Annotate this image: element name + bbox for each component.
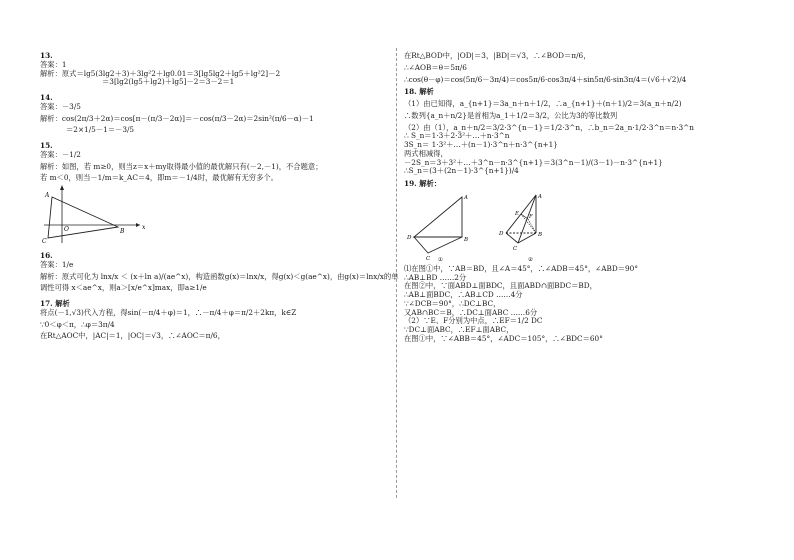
solution-line: 在Rt△BOD中，|OD|＝3，|BD|＝√3，∴∠BOD＝π/6， (404, 51, 591, 60)
figure2-label-e: E (515, 210, 520, 217)
solution-line: ⑴在图①中，∵AB＝BD，且∠A＝45°，∴∠ADB＝45°，∠ABD＝90° (404, 263, 638, 273)
solution-line: 解析：cos(2π/3＋2α)＝cos[π－(π/3－2α)]＝－cos(π/3－2α)＝2sin²(π/6－α)－1 (40, 113, 314, 123)
solution-line: 将点(－1,√3)代入方程，得sin(－π/4＋φ)＝1，∴－π/4＋φ＝π/2＋2kπ，k∈Z (40, 307, 297, 317)
question-number: 14. (40, 93, 53, 102)
answer: 答案：1/e (40, 259, 74, 269)
solution-line: ∴数列{a_n＋n/2}是首相为a_1＋1/2＝3/2，公比为3的等比数列 (404, 110, 618, 120)
figure1-label-b: B (464, 236, 469, 243)
solution-line: 两式相减得， (404, 148, 448, 158)
solution-line: （2）∵E、F分别为中点，∴EF＝1/2 DC (404, 316, 543, 326)
solution-line: 解析：原式可化为 lnx/x ＜ (x＋ln a)/(ae^x)，构造函数g(x)＝lnx/x，得g(x)＜g(ae^x)，由g(x)＝lnx/x的单 (40, 271, 399, 281)
solution-line: 在图①中，∵∠ABB＝45°，∠ADC＝105°，∴∠BDC＝60° (404, 333, 603, 343)
x-axis-label: x (142, 224, 146, 231)
point-label-a: A (45, 192, 50, 199)
solution-line: 在Rt△AOC中，|AC|＝1，|OC|＝√3，∴∠AOC＝π/6， (40, 331, 225, 341)
figure2-label-c: C (513, 245, 518, 252)
right-column (404, 52, 759, 348)
solution-line: 3S_n＝ 1·3²＋…＋(n－1)·3^n＋n·3^{n+1} (404, 140, 558, 149)
solution-line: ∴cos(θ－φ)＝cos(5π/6－3π/4)＝cos5π/6·cos3π/4＋sin5π/6·sin3π/4＝(√6＋√2)/4 (404, 74, 687, 84)
solution-line: 在图②中，∵面ABD⊥面BDC，且面ABD∩面BDC＝BD， (404, 281, 597, 291)
solution-line: ∴∠AOB＝θ＝5π/6 (404, 62, 467, 72)
q19-figure-1 (404, 191, 472, 263)
solution-line: （2）由（1），a_n＋n/2＝3/2·3^{n－1}＝1/2·3^n，∴b_n＝2a_n·1/2·3^n＝n·3^n (404, 122, 694, 132)
solution-line: 又AB∩BC＝B，∴DC⊥面ABC ……6分 (404, 307, 538, 317)
solution-line: 调性可得 x＜ae^x，则a＞[x/e^x]max，即a≥1/e (40, 283, 207, 293)
solution-line: 解析：如图，若 m≥0，则当z＝x＋my取得最小值的最优解只有(－2,－1)，不合题意； (40, 161, 323, 171)
solution-line: 解析：原式＝lg5(3lg2＋3)＋3lg²2＋lg0.01＝3[lg5lg2＋lg5＋lg²2]－2 (40, 68, 281, 78)
figure2-caption: ② (528, 256, 533, 263)
solution-line: 若 m＜0，则当－1/m＝k_AC＝4，即m＝－1/4时，最优解有无穷多个。 (40, 173, 278, 183)
figure2-label-d: D (499, 230, 504, 237)
point-label-b: B (120, 228, 125, 235)
question-number: 13. (40, 51, 53, 60)
q19-figure-2 (498, 191, 568, 263)
question-number: 19. 解析： (404, 179, 442, 188)
solution-line: －2S_n＝3＋3²＋…＋3^n－n·3^{n+1}＝3(3^n－1)/(3－1)－n·3^{n+1} (404, 157, 663, 167)
solution-line: （1）由已知得，a_{n+1}＝3a_n＋n＋1/2，∴a_{n+1}＋(n＋1)/2＝3(a_n＋n/2) (404, 99, 682, 108)
question-number: 16. (40, 251, 53, 260)
origin-label: O (64, 226, 69, 233)
answer: 答案：1 (40, 59, 67, 69)
solution-line: ∵0＜φ＜π，∴φ＝3π/4 (40, 319, 115, 329)
question-number: 18. 解析 (404, 87, 434, 97)
solution-line: ＝2×1/5－1＝－3/5 (66, 125, 135, 135)
question-15 (40, 142, 390, 245)
question-number: 15. (40, 141, 53, 150)
question-number: 17. 解析 (40, 299, 70, 308)
figure1-label-a: A (464, 194, 468, 201)
solution-line: ＝3[lg2(lg5＋lg2)＋lg5]－2＝3－2＝1 (102, 77, 235, 87)
figure1-label-c: C (426, 255, 431, 262)
question-19 (404, 180, 759, 344)
figure1-label-d: D (407, 234, 412, 241)
solution-line: ∵DC⊥面ABC，∴EF⊥面ABC， (404, 325, 514, 334)
question-16 (40, 251, 399, 293)
solution-line: ∴AB⊥面BDC，∴AB⊥CD ……4分 (404, 290, 523, 299)
answer: 答案：－3/5 (40, 101, 81, 111)
figure2-label-f: F (529, 213, 533, 220)
q15-coordinate-figure (40, 183, 150, 245)
figure1-caption: ① (438, 256, 443, 263)
question-17-continued (404, 52, 759, 84)
solution-line: ∴ S_n＝1·3＋2·3²＋…＋n·3^n (404, 131, 510, 141)
answer: 答案：－1/2 (40, 149, 81, 159)
solution-line: ∵∠DCB＝90°，∴DC⊥BC， (404, 298, 501, 308)
left-column (40, 51, 399, 345)
question-17 (40, 300, 390, 341)
point-label-c: C (42, 238, 47, 245)
figure2-label-b: B (538, 231, 543, 238)
figure2-label-a: A (538, 193, 542, 200)
solution-line: ∴S_n＝(3＋(2n－1)·3^{n+1})/4 (404, 166, 519, 176)
question-13 (40, 52, 390, 87)
question-14 (40, 94, 390, 135)
question-18 (404, 88, 759, 176)
solution-line: ∴AB⊥BD ……2分 (404, 272, 467, 282)
